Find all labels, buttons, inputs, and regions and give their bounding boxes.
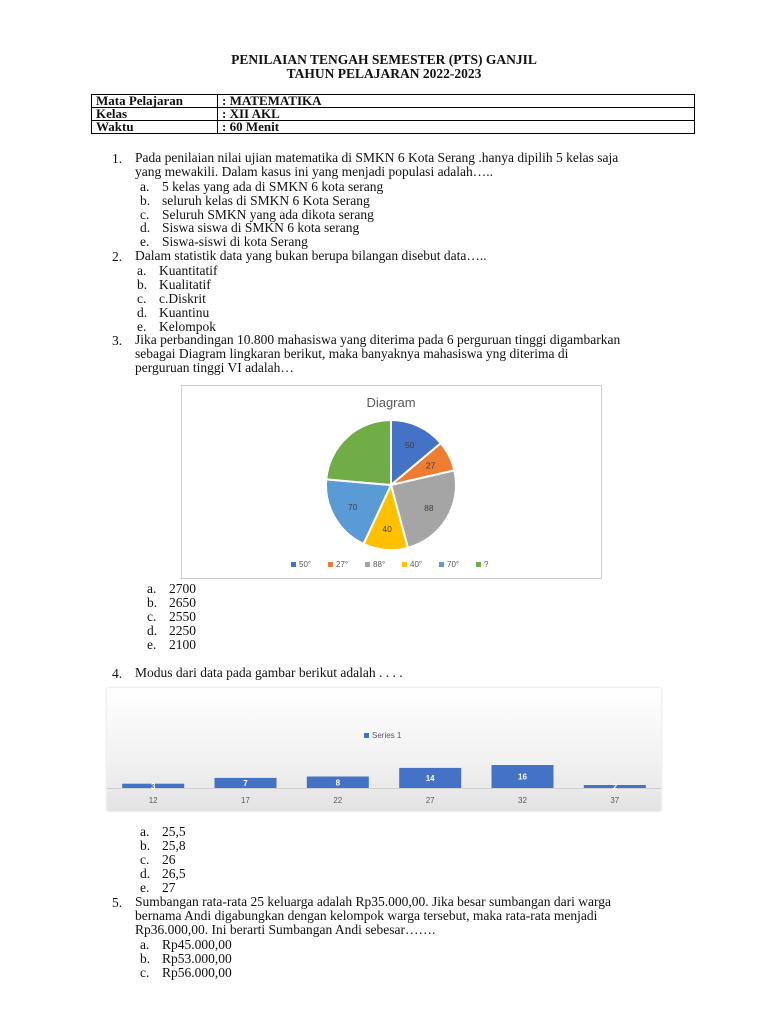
option-letter: e. (140, 880, 150, 895)
pie-data-label: 70 (347, 502, 358, 513)
legend-label: Series 1 (372, 731, 402, 740)
option-text: Rp53.000,00 (162, 951, 232, 966)
bar-data-label: 16 (518, 772, 527, 782)
option-text: Kuantitatif (159, 263, 218, 278)
question-text: Sumbangan rata-rata 25 keluarga adalah Rp35.000,00. Jika besar sumbangan dari warga (135, 894, 611, 909)
option-text: 2250 (169, 623, 196, 638)
question-text: Pada penilaian nilai ujian matematika di SMKN 6 Kota Serang .hanya dipilih 5 kelas saja (135, 150, 619, 165)
option-letter: d. (147, 623, 158, 638)
info-value: : 60 Menit (218, 121, 695, 134)
option-letter: d. (137, 305, 148, 320)
option-letter: e. (147, 637, 157, 652)
legend-label: 50° (299, 560, 312, 569)
option-letter: a. (140, 179, 150, 194)
legend-swatch (402, 562, 407, 567)
bar-data-label: 8 (335, 778, 341, 788)
legend-label: 88° (373, 560, 386, 569)
option-text: Seluruh SMKN yang ada dikota serang (162, 207, 374, 222)
bar-data-label: 2 (612, 782, 618, 792)
x-tick-label: 12 (148, 796, 158, 805)
exam-title: PENILAIAN TENGAH SEMESTER (PTS) GANJIL (231, 52, 537, 67)
info-key: Kelas (92, 108, 218, 121)
pie-data-label: 88 (424, 502, 434, 513)
question-text: Rp36.000,00. Ini berarti Sumbangan Andi sebesar……. (135, 922, 436, 937)
option-text: 2550 (169, 609, 196, 624)
info-value: : MATEMATIKA (218, 95, 695, 108)
question-number: 2. (112, 249, 123, 264)
bar-chart (107, 688, 661, 811)
x-tick-label: 32 (518, 796, 527, 805)
legend-swatch (364, 733, 369, 738)
chart-title: Diagram (366, 395, 416, 410)
info-row (92, 108, 695, 121)
option-text: Siswa siswa di SMKN 6 kota serang (162, 220, 360, 235)
exam-year: TAHUN PELAJARAN 2022-2023 (286, 66, 482, 81)
x-tick-label: 37 (610, 796, 620, 805)
option-letter: e. (140, 234, 150, 249)
pie-data-label: 27 (425, 460, 436, 471)
legend-swatch (291, 562, 296, 567)
option-letter: b. (147, 595, 158, 610)
option-letter: c. (140, 207, 150, 222)
pie-data-label: 40 (382, 524, 392, 534)
option-letter: d. (140, 220, 151, 235)
pie-slice (326, 420, 391, 485)
option-letter: c. (147, 609, 157, 624)
option-text: Kualitatif (159, 277, 211, 292)
option-text: c.Diskrit (159, 291, 206, 306)
option-text: 27 (162, 880, 176, 895)
option-letter: d. (140, 866, 151, 881)
legend-swatch (365, 562, 370, 567)
bar-chart-box (107, 688, 661, 811)
legend-swatch (476, 562, 481, 567)
option-text: 26,5 (162, 866, 186, 881)
option-text: 25,8 (162, 838, 186, 853)
option-text: Kelompok (159, 319, 216, 334)
option-letter: c. (140, 852, 150, 867)
pie-chart-box (181, 385, 602, 579)
info-value: : XII AKL (218, 108, 695, 121)
option-text: 2650 (169, 595, 196, 610)
legend-swatch (328, 562, 333, 567)
bar-data-label: 7 (243, 779, 248, 788)
option-text: Rp45.000,00 (162, 937, 232, 952)
info-row (92, 121, 695, 134)
pie-data-label: 50 (404, 439, 415, 450)
legend-label: 27° (336, 560, 349, 569)
option-letter: a. (140, 937, 150, 952)
info-table (91, 94, 695, 134)
option-text: 2100 (169, 637, 196, 652)
x-tick-label: 22 (333, 796, 343, 805)
option-text: Rp56.000,00 (162, 965, 232, 980)
question-text: Modus dari data pada gambar berikut adalah . . . . (135, 665, 403, 680)
option-letter: b. (140, 838, 151, 853)
option-text: 2700 (169, 581, 196, 596)
question-number: 5. (112, 895, 123, 910)
question-text: Jika perbandingan 10.800 mahasiswa yang diterima pada 6 perguruan tinggi digambarkan (135, 332, 621, 347)
option-letter: b. (140, 193, 151, 208)
info-row (92, 95, 695, 108)
question-number: 1. (112, 151, 123, 166)
legend-swatch (439, 562, 444, 567)
question-text: perguruan tinggi VI adalah… (135, 360, 294, 375)
question-text: sebagai Diagram lingkaran berikut, maka banyaknya mahasiswa yng diterima di (135, 346, 569, 361)
question-text: yang mewakili. Dalam kasus ini yang menjadi populasi adalah….. (135, 164, 494, 179)
option-text: seluruh kelas di SMKN 6 Kota Serang (162, 193, 370, 208)
option-text: Siswa-siswi di kota Serang (162, 234, 308, 249)
question-number: 3. (112, 333, 123, 348)
legend-label: 40° (410, 560, 423, 569)
option-text: Kuantinu (159, 305, 210, 320)
legend-label: ? (484, 560, 489, 569)
option-letter: a. (147, 581, 157, 596)
option-text: 25,5 (162, 824, 186, 839)
bar-data-label: 14 (425, 773, 435, 783)
option-letter: e. (137, 319, 147, 334)
info-key: Waktu (92, 121, 218, 134)
option-text: 26 (162, 852, 176, 867)
question-number: 4. (112, 666, 123, 681)
question-text: bernama Andi digabungkan dengan kelompok warga tersebut, maka rata-rata menjadi (135, 908, 598, 923)
info-key: Mata Pelajaran (92, 95, 218, 108)
option-letter: c. (137, 291, 147, 306)
option-letter: a. (137, 263, 147, 278)
legend-label: 70° (447, 560, 460, 569)
x-tick-label: 17 (241, 796, 250, 805)
x-tick-label: 27 (425, 796, 435, 805)
question-text: Dalam statistik data yang bukan berupa bilangan disebut data….. (135, 248, 487, 263)
option-letter: a. (140, 824, 150, 839)
option-letter: b. (137, 277, 148, 292)
option-letter: b. (140, 951, 151, 966)
bar-data-label: 3 (150, 781, 156, 791)
option-text: 5 kelas yang ada di SMKN 6 kota serang (162, 179, 384, 194)
pie-chart (182, 386, 601, 578)
option-letter: c. (140, 965, 150, 980)
